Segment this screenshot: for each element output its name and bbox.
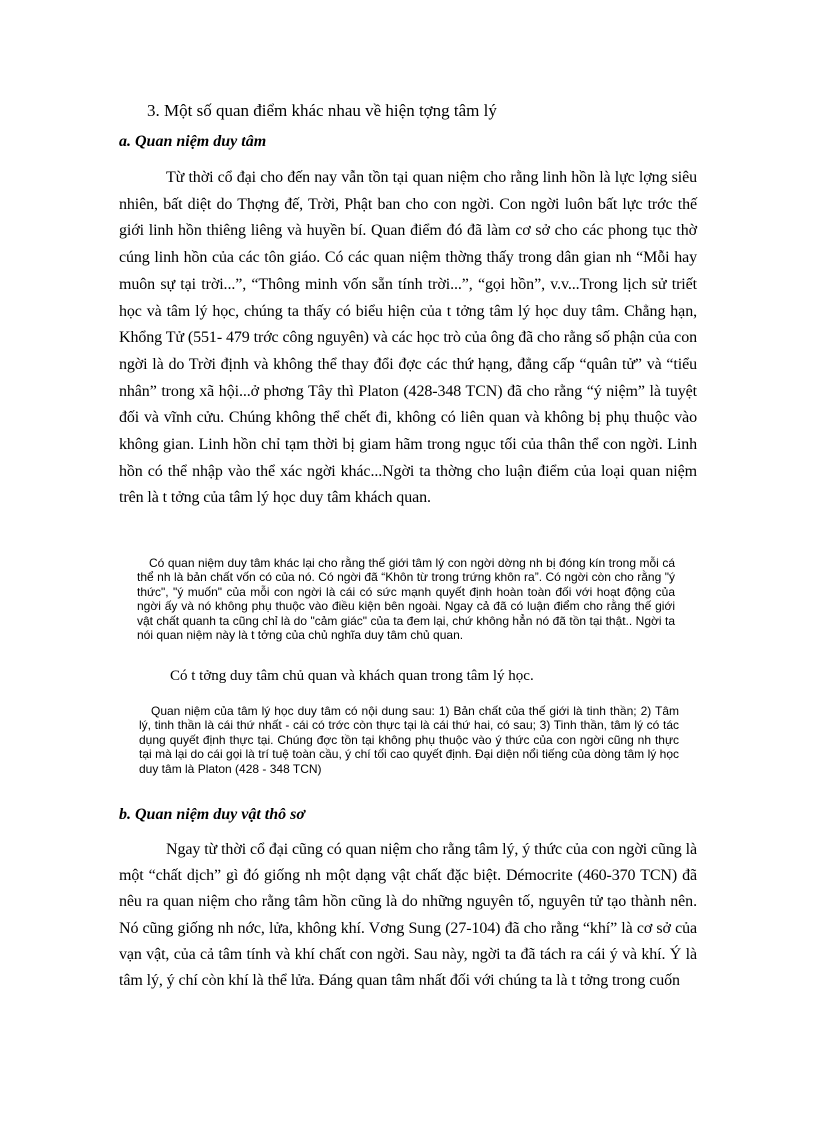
section-title: 3. Một số quan điểm khác nhau về hiện tợng tâm lý xyxy=(147,101,497,120)
paragraph-naive-materialism: Ngay từ thời cổ đại cũng có quan niệm cho rằng tâm lý, ý thức của con ngời cũng là một “chất dịch” gì đó giống nh một dạng vật chất đặc biệt. Démocrite (460-370 TCN) đã nêu ra quan niệm cho rằng tâm hồn cũng là do những nguyên tố, nguyên tử tạo thành nên. Nó cũng giống nh nớc, lửa, không khí. Vơng Sung (27-104) đã cho rằng “khí” là cơ sở của vạn vật, của cả tâm tính và khí chất con ngời. Sau này, ngời ta đã tách ra cái ý và khí. Ý là tâm lý, ý chí còn khí là thể lửa. Đáng quan tâm nhất đối với chúng ta là t tởng trong cuốn xyxy=(119,841,697,990)
paragraph-idealism-summary: Có t tởng duy tâm chủ quan và khách quan trong tâm lý học. xyxy=(170,668,534,684)
heading-idealism: a. Quan niệm duy tâm xyxy=(119,133,267,150)
paragraph-idealism-content: Quan niệm của tâm lý học duy tâm có nội dung sau: 1) Bản chất của thế giới là tinh thần; 2) Tâm lý, tinh thần là cái thứ nhất - cái có trớc còn thực tại là cái thứ hai, có sau; 3) Tinh thần, tâm lý có tác dụng quyết định thực tại. Chúng đợc tồn tại không phụ thuộc vào ý thức của con ngời cũng nh thực tại mà lại do cái gọi là trí tuệ toàn cầu, ý chí tối cao quyết định. Đại diện nổi tiếng của dòng tâm lý học duy tâm là Platon (428 - 348 TCN) xyxy=(139,704,679,776)
paragraph-idealism-objective: Từ thời cổ đại cho đến nay vẫn tồn tại quan niệm cho rằng linh hồn là lực lợng siêu nhiên, bất diệt do Thợng đế, Trời, Phật ban cho con ngời. Con ngời luôn bất lực trớc thế giới linh hồn thiêng liêng và huyền bí. Quan điểm đó đã làm cơ sở cho các phong tục thờ cúng linh hồn của các tôn giáo. Có các quan niệm thờng thấy trong dân gian nh “Mỗi hay muôn sự tại trời...”, “Thông minh vốn sẵn tính trời...”, “gọi hồn”, v.v...Trong lịch sử triết học và tâm lý học, chúng ta thấy có biểu hiện của t tởng tâm lý học duy tâm. Chẳng hạn, Khổng Tử (551- 479 trớc công nguyên) và các học trò của ông đã cho rằng số phận của con ngời là do Trời định và không thể thay đổi đợc các thứ hạng, đẳng cấp “quân tử” và “tiểu nhân” trong xã hội...ở phơng Tây thì Platon (428-348 TCN) đã cho rằng “ý niệm” là tuyệt đối và vĩnh cửu. Chúng không thể chết đi, không có liên quan và không bị phụ thuộc vào không gian. Linh hồn chỉ tạm thời bị giam hãm trong ngục tối của thân thể con ngời. Linh hồn có thể nhập vào thể xác ngời khác...Ngời ta thờng cho luận điểm của loại quan niệm trên là t tởng của tâm lý học duy tâm khách quan. xyxy=(119,169,697,507)
paragraph-idealism-subjective: Có quan niệm duy tâm khác lại cho rằng thế giới tâm lý con ngời dờng nh bị đóng kín trong mỗi cá thể nh là bản chất vốn có của nó. Có ngời đã “Khôn từ trong trứng khôn ra”. Có ngời còn cho rằng "ý thức", "ý muốn" của mỗi con ngời là cái có sức mạnh quyết định hoàn toàn đối với hoạt động của ngời ấy và nó không phụ thuộc vào điều kiện bên ngoài. Ngay cả đã có luận điểm cho rằng thế giới vật chất quanh ta cũng chỉ là do "cảm giác" của ta đem lại, chứ không hẳn nó đã tồn tại thật.. Ngời ta nói quan niệm này là t tởng của chủ nghĩa duy tâm chủ quan. xyxy=(137,556,675,643)
heading-naive-materialism: b. Quan niệm duy vật thô sơ xyxy=(119,806,305,823)
